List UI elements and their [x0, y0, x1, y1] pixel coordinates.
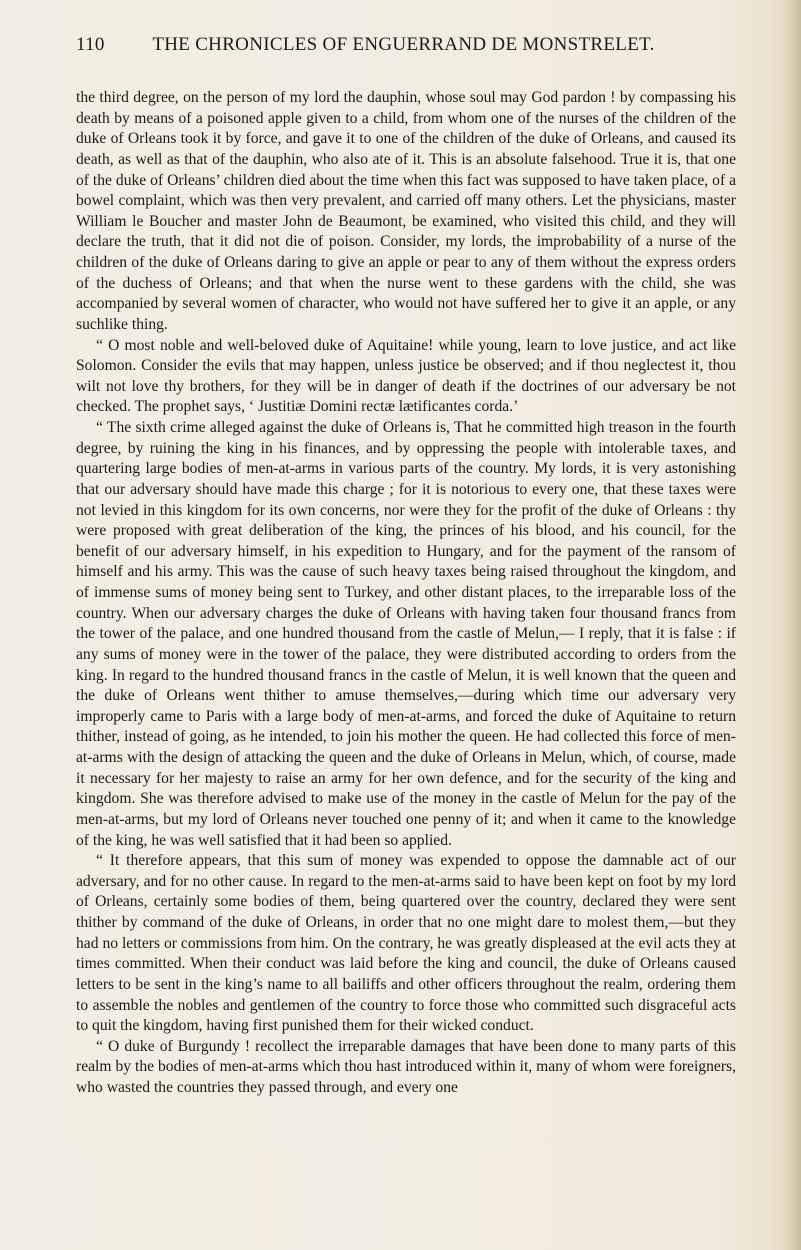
paragraph: “ O duke of Burgundy ! recollect the irreparable damages that have been done to many parts of this realm by the bodies of men-at-arms which thou hast introduced within it, many of whom were foreigners, who wasted the countries they passed through, and every one	[76, 1037, 736, 1096]
paragraph: “ The sixth crime alleged against the duke of Orleans is, That he committed high treason in the fourth degree, by ruining the king in his finances, and by oppressing the people with intolerable taxes, and quartering large bodies of men-at-arms in various parts of the country. My lords, it is very astonishing that our adversary should have made this charge ; for it is notorious to every one, that these taxes were not levied in this kingdom for its own concerns, nor were they for the profit of the duke of Orleans : thy were proposed with great deliberation of the king, the princes of his blood, and his council, for the benefit of our adversary himself, in his expedition to Hungary, and for the payment of the ransom of himself and his army. This was the cause of such heavy taxes being raised throughout the kingdom, and of immense sums of money being sent to Turkey, and other distant places, to the irreparable loss of the country. When our adversary charges the duke of Orleans with having taken four thousand francs from the tower of the palace, and one hundred thousand from the castle of Melun,— I reply, that it is false : if any sums of money were in the tower of the palace, they were distributed according to orders from the king. In regard to the hundred thousand francs in the castle of Melun, it is well known that the queen and the duke of Orleans went thither to amuse themselves,—during which time our adversary very improperly came to Paris with a large body of men-at-arms, and forced the duke of Aquitaine to return thither, instead of going, as he intended, to join his mother the queen. He had collected this force of men-at-arms with the design of attacking the queen and the duke of Orleans in Melun, which, of course, made it necessary for her majesty to raise an army for her own defence, and for the security of the king and kingdom. She was therefore advised to make use of the money in the castle of Melun for the pay of the men-at-arms, but my lord of Orleans never touched one penny of it; and when it came to the knowledge of the king, he was well satisfied that it had been so applied.	[76, 419, 736, 849]
page-header	[76, 34, 731, 58]
running-title: THE CHRONICLES OF ENGUERRAND DE MONSTRELET.	[152, 34, 655, 55]
paragraph: “ It therefore appears, that this sum of money was expended to oppose the damnable act of our adversary, and for no other cause. In regard to the men-at-arms said to have been kept on foot by my lord of Orleans, certainly some bodies of them, being quartered over the country, declared they were sent thither by command of the duke of Orleans, in order that no one might dare to molest them,—but they had no letters or commissions from him. On the contrary, he was greatly displeased at the evil acts they at times committed. When their conduct was laid before the king and council, the duke of Orleans caused letters to be sent in the king’s name to all bailiffs and other officers throughout the realm, ordering them to assemble the nobles and gentlemen of the country to force those who committed such disgraceful acts to quit the kingdom, having first punished them for their wicked conduct.	[76, 852, 736, 1035]
page-number: 110	[76, 34, 105, 55]
paragraph: the third degree, on the person of my lord the dauphin, whose soul may God pardon ! by compassing his death by means of a poisoned apple given to a child, from whom one of the nurses of the children of the duke of Orleans took it by force, and gave it to one of the children of the duke of Orleans, and caused its death, as well as that of the dauphin, who also ate of it. This is an absolute falsehood. True it is, that one of the duke of Orleans’ children died about the time when this fact was supposed to have taken place, of a bowel complaint, which was then very prevalent, and carried off many others. Let the physicians, master William le Boucher and master John de Beaumont, be examined, who visited this child, and they will declare the truth, that it did not die of poison. Consider, my lords, the improbability of a nurse of the children of the duke of Orleans daring to give an apple or pear to any of them without the express orders of the duchess of Orleans; and that when the nurse went to these gardens with the child, she was accompanied by several women of character, who would not have suffered her to give it an apple, or any suchlike thing.	[76, 89, 736, 333]
page-edge-shadow	[783, 0, 801, 1250]
paragraph: “ O most noble and well-beloved duke of Aquitaine! while young, learn to love justice, and act like Solomon. Consider the evils that may happen, unless justice be observed; and if thou neglectest it, thou wilt not love thy brothers, for they will be in danger of death if the doctrines of our adversary be not checked. The prophet says, ‘ Justitiæ Domini rectæ lætificantes corda.’	[76, 336, 736, 416]
body-text	[76, 88, 736, 1099]
